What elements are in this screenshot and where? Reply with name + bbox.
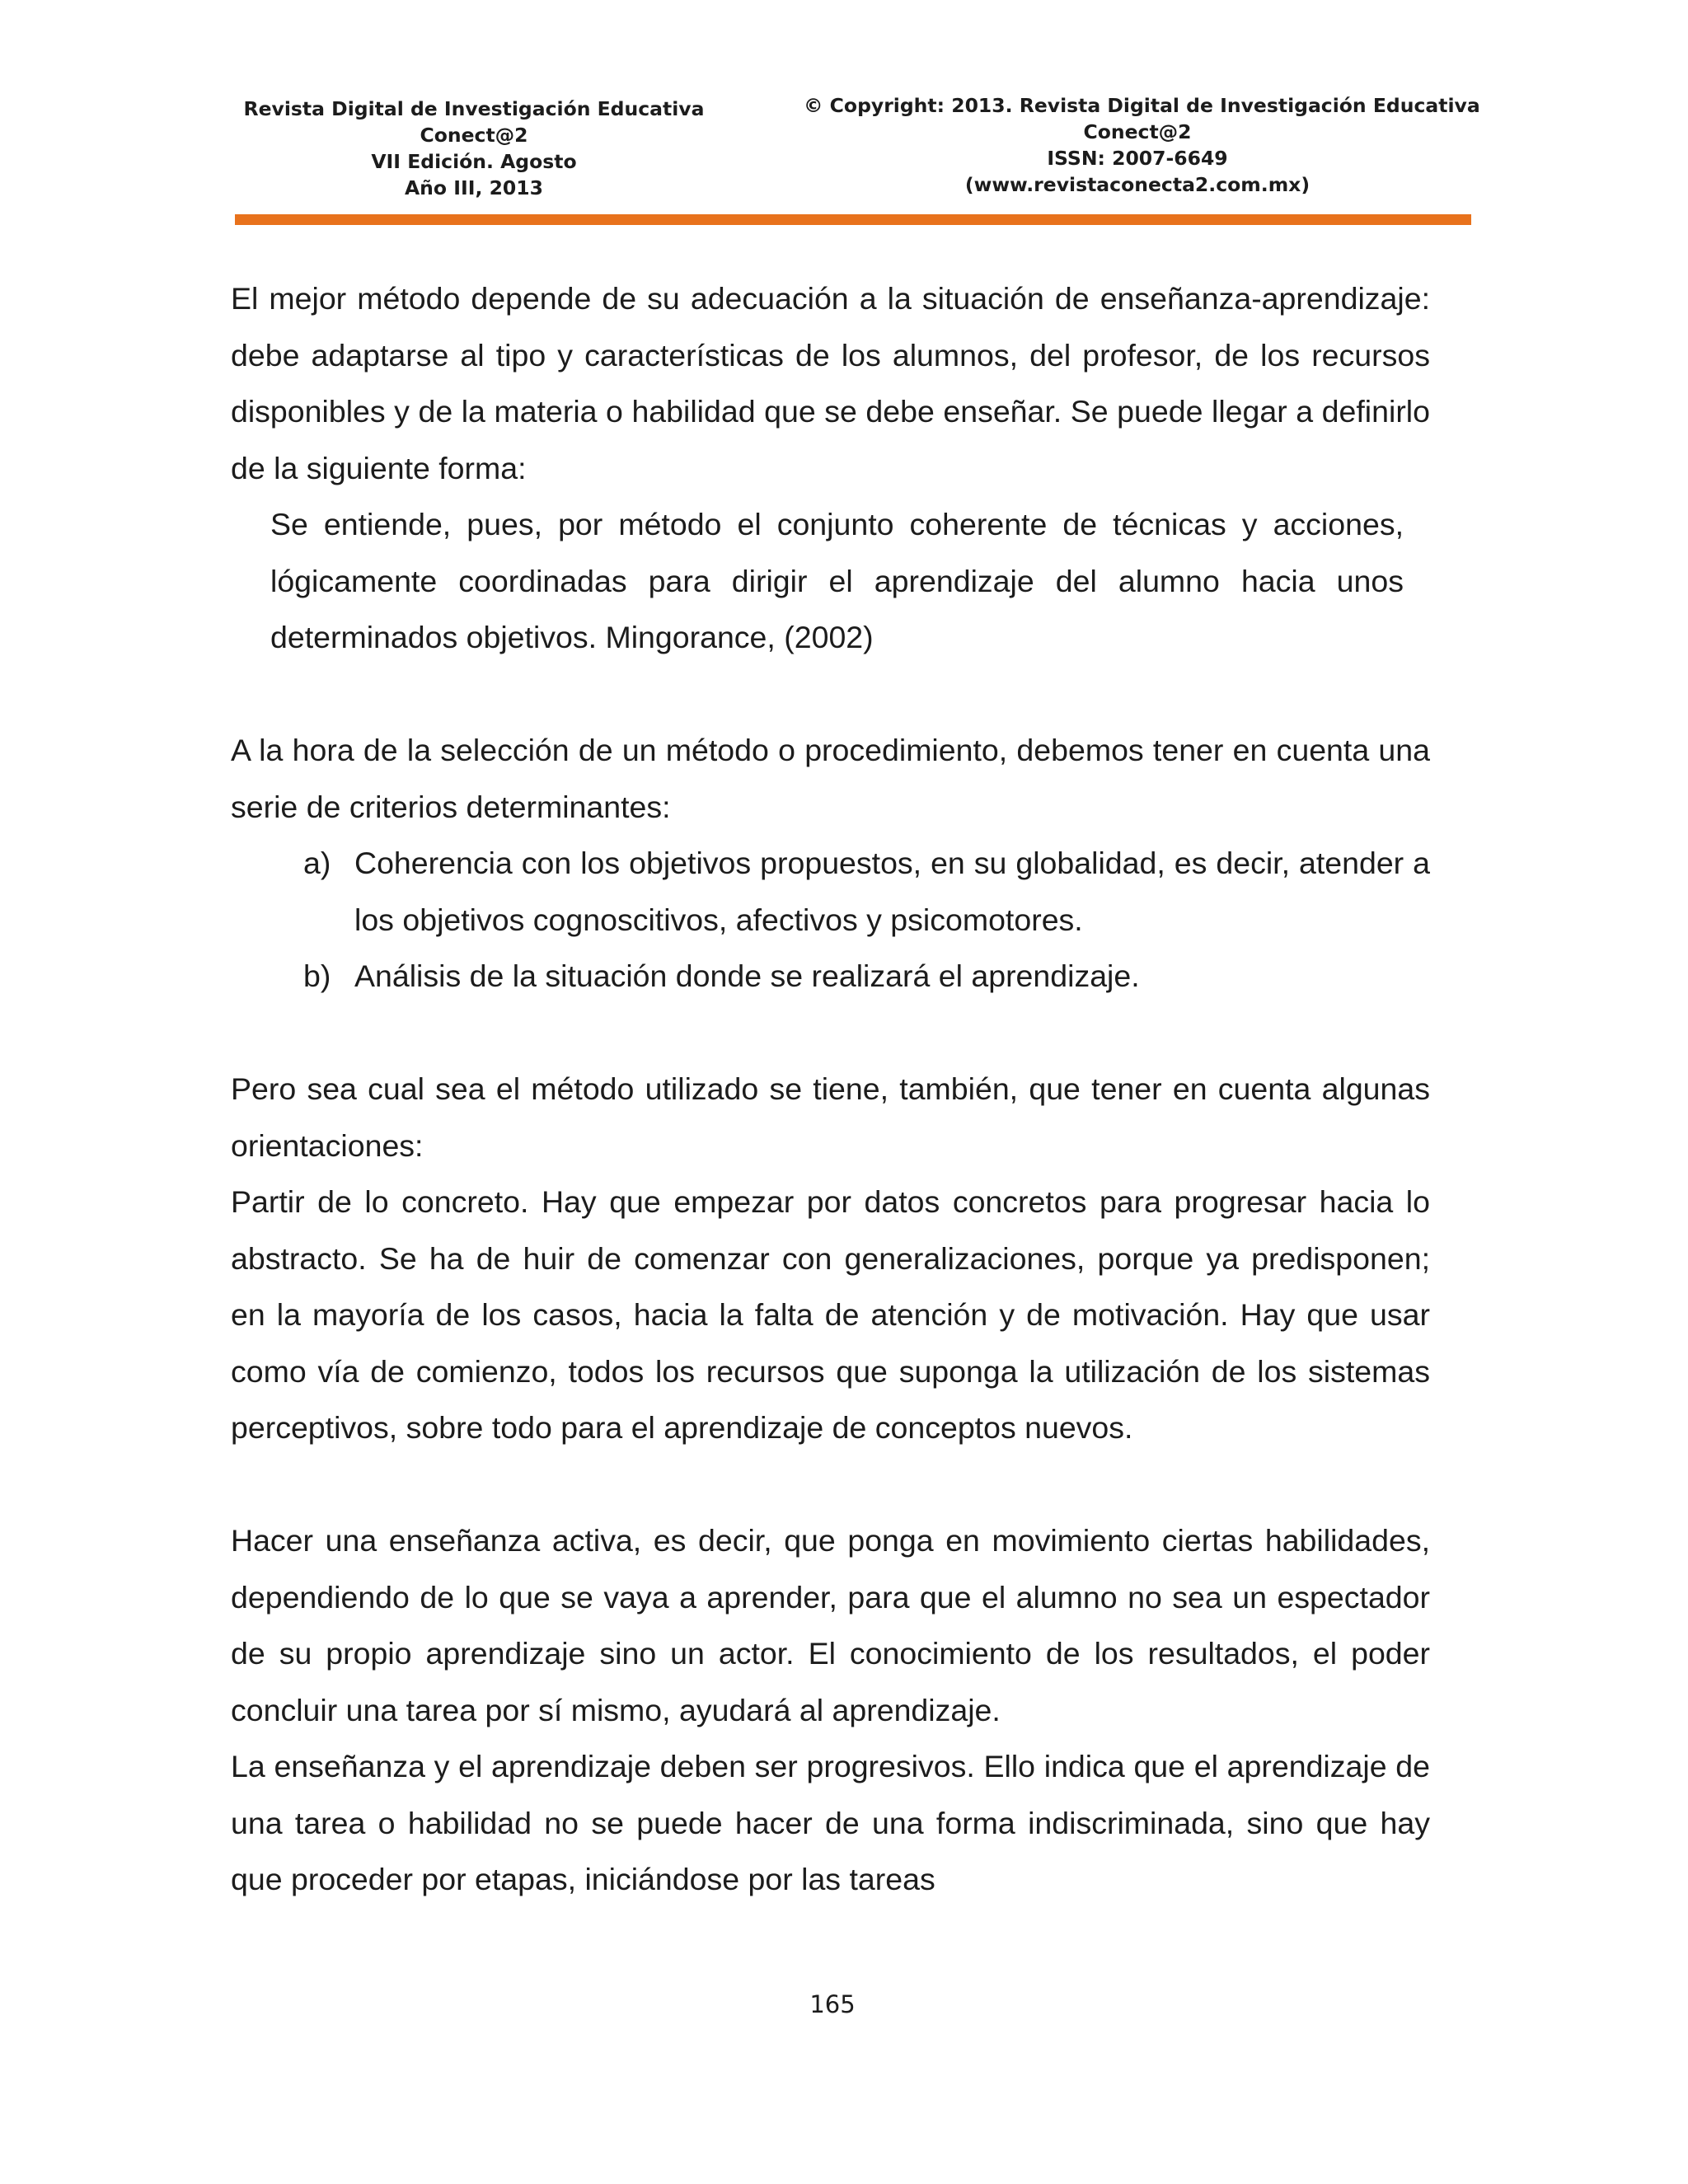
journal-edition: VII Edición. Agosto <box>371 150 577 173</box>
page-body <box>231 270 1430 1908</box>
list-marker: b) <box>303 958 331 993</box>
website: (www.revistaconecta2.com.mx) <box>964 173 1311 196</box>
copyright-info <box>804 92 1480 198</box>
journal-info <box>235 96 713 201</box>
header-divider <box>235 214 1471 225</box>
list-item-text: Coherencia con los objetivos propuestos, en su globalidad, es decir, atender a los objetivos cognoscitivos, afectivos y psicomotores. <box>354 846 1430 937</box>
criteria-list <box>231 835 1430 1005</box>
paragraph-active-teaching: Hacer una enseñanza activa, es decir, que ponga en movimiento ciertas habilidades, dependiendo de lo que se vaya a aprender, para que el alumno no sea un espectador de su propio aprendizaje sino un actor. El conocimiento de los resultados, el poder concluir una tarea por sí mismo, ayudará al aprendizaje. <box>231 1523 1430 1727</box>
page-header <box>235 92 1480 212</box>
paragraph-progressive: La enseñanza y el aprendizaje deben ser progresivos. Ello indica que el aprendizaje de una tarea o habilidad no se puede hacer de una forma indiscriminada, sino que hay que proceder por etapas, iniciándose por las tareas <box>231 1749 1430 1896</box>
paragraph-spacer <box>231 1005 1430 1062</box>
journal-name: Conect@2 <box>420 124 528 147</box>
paragraph-orientations: Pero sea cual sea el método utilizado se tiene, también, que tener en cuenta algunas orientaciones: <box>231 1071 1430 1163</box>
page-number: 165 <box>809 1990 856 2018</box>
paragraph-spacer <box>231 666 1430 723</box>
issn: ISSN: 2007-6649 <box>1047 147 1228 170</box>
block-quote: Se entiende, pues, por método el conjunto coherente de técnicas y acciones, lógicamente coordinadas para dirigir el aprendizaje del alumno hacia unos determinados objetivos. Mingorance, (2002) <box>270 507 1404 654</box>
list-item <box>231 835 1430 948</box>
list-marker: a) <box>303 846 331 880</box>
paragraph-selection-criteria: A la hora de la selección de un método o procedimiento, debemos tener en cuenta una serie de criterios determinantes: <box>231 733 1430 824</box>
copyright-line: © Copyright: 2013. Revista Digital de Investigación Educativa <box>804 94 1480 117</box>
list-item <box>231 948 1430 1005</box>
journal-title: Revista Digital de Investigación Educativa <box>243 97 705 120</box>
paragraph-concrete: Partir de lo concreto. Hay que empezar por datos concretos para progresar hacia lo abstracto. Se ha de huir de comenzar con generalizaciones, porque ya predisponen; en la mayoría de los casos, hacia la falta de atención y de motivación. Hay que usar como vía de comienzo, todos los recursos que suponga la utilización de los sistemas perceptivos, sobre todo para el aprendizaje de conceptos nuevos. <box>231 1184 1430 1445</box>
paragraph-method-definition: El mejor método depende de su adecuación a la situación de enseñanza-aprendizaje: debe adaptarse al tipo y características de los alumnos, del profesor, de los recursos disponibles y de la materia o habilidad que se debe enseñar. Se puede llegar a definirlo de la siguiente forma: <box>231 281 1430 485</box>
list-item-text: Análisis de la situación donde se realizará el aprendizaje. <box>354 958 1140 993</box>
journal-year: Año III, 2013 <box>405 176 543 199</box>
copyright-journal-name: Conect@2 <box>1083 120 1192 143</box>
paragraph-spacer <box>231 1456 1430 1513</box>
